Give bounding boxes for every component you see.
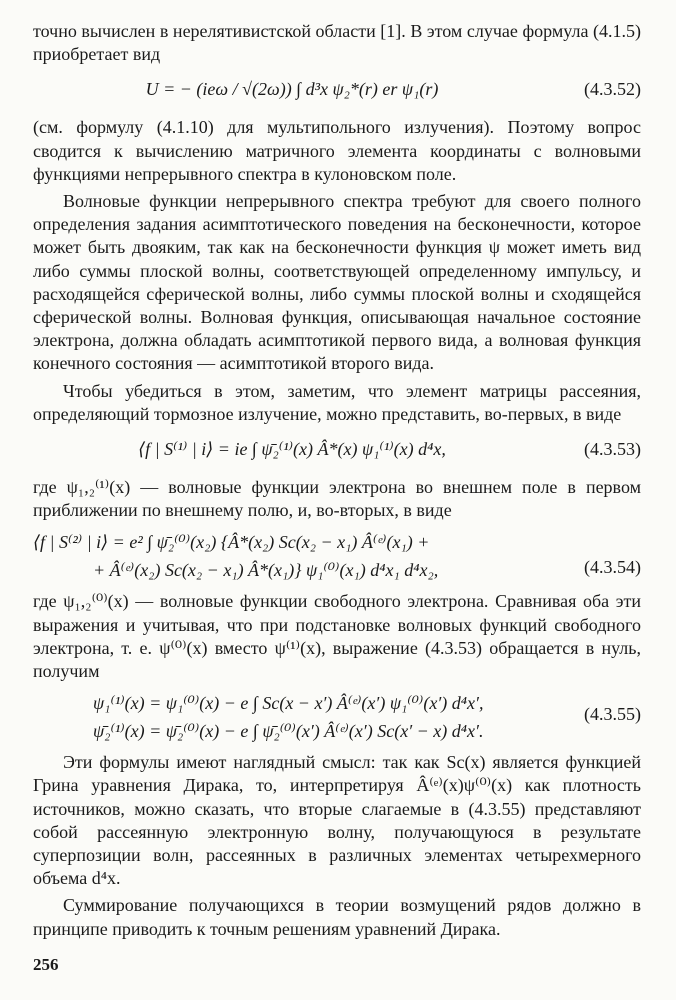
equation-number: (4.3.55): [584, 704, 641, 725]
equation-4-3-53: [33, 430, 641, 472]
paragraph-3: Волновые функции непрерывного спектра требуют для своего полного определения задания асимптотического поведения на бесконечности, которое может быть двояким, так как на бесконечности функция ψ может иметь вид либо суммы плоской волны, соответствующей определенному импульсу, и расходящейся сферической волны, либо суммы плоской волны и сходящейся сферической волны. Волновая функция, описывающая начальное состояние электрона, должна обладать асимптотикой первого вида, а волновая функция конечного состояния — асимптотикой второго вида.: [33, 191, 641, 374]
paragraph-4: Чтобы убедиться в этом, заметим, что элемент матрицы рассеяния, определяющий тормозное излучение, можно представить, во-первых, в виде: [33, 380, 641, 424]
equation-number: (4.3.52): [584, 79, 641, 100]
equation-number: (4.3.53): [584, 439, 641, 460]
equation-line-1: ψ₁⁽¹⁾(x) = ψ₁⁽⁰⁾(x) − e ∫ Sc(x − x′) Â⁽ᵉ⁾(x′) ψ₁⁽⁰⁾(x′) d⁴x′,: [93, 693, 484, 714]
paragraph-7: Эти формулы имеют наглядный смысл: так как Sc(x) является функцией Грина уравнения Дирака, то, интерпретируя Â⁽ᵉ⁾(x)ψ⁽⁰⁾(x) как плотность источников, можно сказать, что вторые слагаемые в (4.3.55) представляют собой рассеянную электронную волну, получающуюся в результате суперпозиции волн, рассеянных в различных элементах четырехмерного объема d⁴x.: [33, 752, 641, 889]
page-number: 256: [33, 955, 59, 974]
equation-number: (4.3.54): [584, 557, 641, 578]
equation-line-2: + Â⁽ᵉ⁾(x₂) Sc(x₂ − x₁) Â*(x₁)} ψ₁⁽⁰⁾(x₁) d⁴x₁ d⁴x₂,: [93, 560, 439, 581]
paragraph-2: (см. формулу (4.1.10) для мультипольного излучения). Поэтому вопрос сводится к вычислению матричного элемента координаты с волновыми функциями непрерывного спектра в кулоновском поле.: [33, 117, 641, 184]
page-content: [33, 20, 641, 941]
equation-4-3-55: [33, 689, 641, 745]
paragraph-8: Суммирование получающихся в теории возмущений рядов должно в принципе приводить к точным решениям уравнений Дирака.: [33, 895, 641, 939]
paragraph-6: где ψ₁,₂⁽⁰⁾(x) — волновые функции свободного электрона. Сравнивая оба эти выражения и учитывая, что при подстановке волновых функций свободного электрона, т. е. ψ⁽⁰⁾(x) вместо ψ⁽¹⁾(x), выражение (4.3.53) обращается в нуль, получим: [33, 591, 641, 682]
equation-body: U = − (ieω / √(2ω)) ∫ d³x ψ₂*(r) er ψ₁(r): [145, 79, 439, 100]
equation-line-2: ψ̄₂⁽¹⁾(x) = ψ̄₂⁽⁰⁾(x) − e ∫ ψ̄₂⁽⁰⁾(x′) Â⁽ᵉ⁾(x′) Sc(x′ − x) d⁴x′.: [93, 721, 484, 742]
paragraph-5: где ψ₁,₂⁽¹⁾(x) — волновые функции электрона во внешнем поле в первом приближении по внешнему полю, и, во-вторых, в виде: [33, 477, 641, 521]
equation-line-1: ⟨f | S⁽²⁾ | i⟩ = e² ∫ ψ̄₂⁽⁰⁾(x₂) {Â*(x₂) Sc(x₂ − x₁) Â⁽ᵉ⁾(x₁) +: [33, 532, 430, 553]
equation-body: ⟨f | S⁽¹⁾ | i⟩ = ie ∫ ψ̄₂⁽¹⁾(x) Â*(x) ψ₁⁽¹⁾(x) d⁴x,: [138, 439, 446, 460]
equation-4-3-52: [33, 70, 641, 112]
equation-4-3-54: [33, 528, 641, 584]
paragraph-1: точно вычислен в нерелятивистской области [1]. В этом случае формула (4.1.5) приобретает вид: [33, 21, 641, 65]
